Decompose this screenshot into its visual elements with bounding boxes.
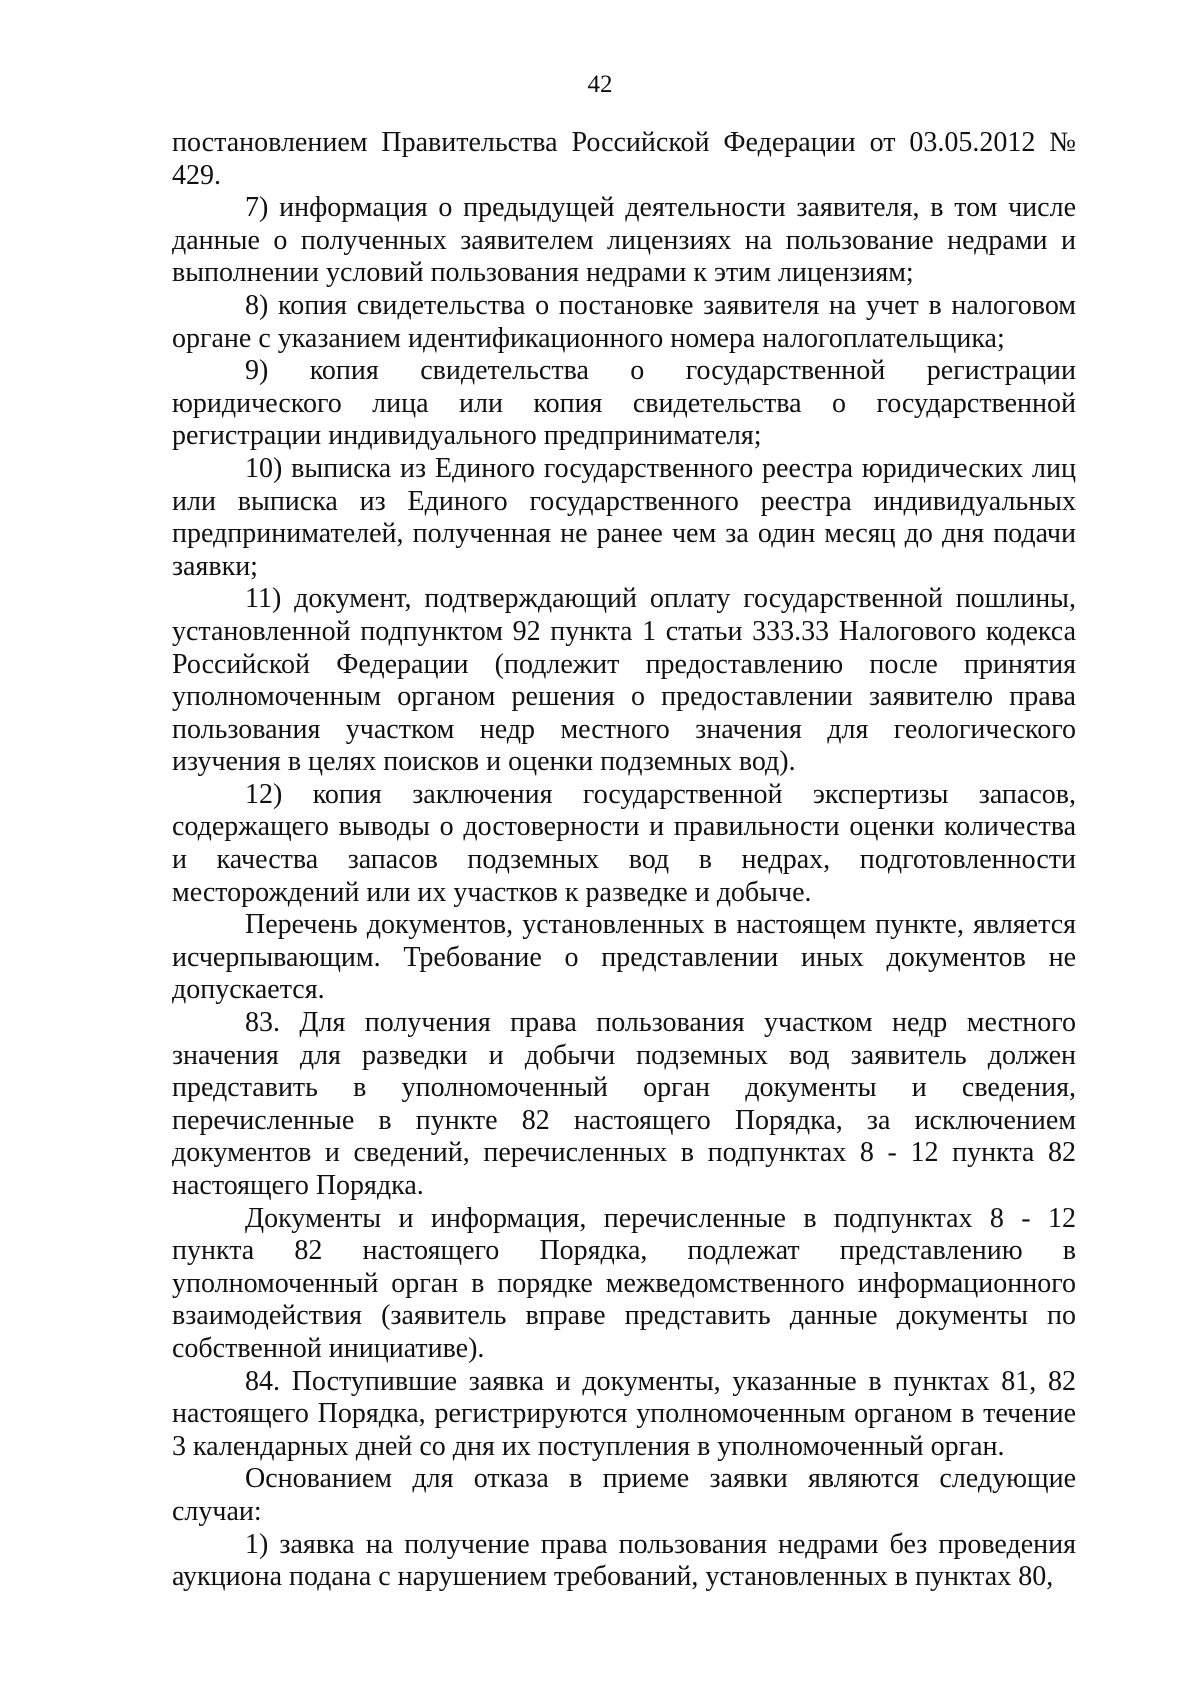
paragraph-refusal-item-1: 1) заявка на получение права пользования недрами без проведения аукциона подана с нарушением требований, установленных в пунктах 80, — [172, 1528, 1076, 1593]
document-body — [172, 127, 1076, 1594]
paragraph-interagency: Документы и информация, перечисленные в подпунктах 8 - 12 пункта 82 настоящего Порядка, подлежат представлению в уполномоченный орган в порядке межведомственного информационного взаимодействия (заявитель вправе представить данные документы по собственной инициативе). — [172, 1202, 1076, 1364]
paragraph-clause-84: 84. Поступившие заявка и документы, указанные в пунктах 81, 82 настоящего Порядка, регистрируются уполномоченным органом в течение 3 календарных дней со дня их поступления в уполномоченный орган. — [172, 1365, 1076, 1462]
paragraph-item-11: 11) документ, подтверждающий оплату государственной пошлины, установленной подпунктом 92 пункта 1 статьи 333.33 Налогового кодекса Российской Федерации (подлежит предоставлению после принятия уполномоченным органом решения о предоставлении заявителю права пользования участком недр местного значения для геологического изучения в целях поисков и оценки подземных вод). — [172, 583, 1076, 778]
paragraph-item-10: 10) выписка из Единого государственного реестра юридических лиц или выписка из Единого государственного реестра индивидуальных предпринимателей, полученная не ранее чем за один месяц до дня подачи заявки; — [172, 452, 1076, 582]
paragraph-item-8: 8) копия свидетельства о постановке заявителя на учет в налоговом органе с указанием идентификационного номера налогоплательщика; — [172, 289, 1076, 354]
paragraph-item-7: 7) информация о предыдущей деятельности заявителя, в том числе данные о полученных заявителем лицензиях на пользование недрами и выполнении условий пользования недрами к этим лицензиям; — [172, 192, 1076, 289]
paragraph-refusal-grounds: Основанием для отказа в приеме заявки являются следующие случаи: — [172, 1463, 1076, 1527]
paragraph-clause-83: 83. Для получения права пользования участком недр местного значения для разведки и добычи подземных вод заявитель должен представить в уполномоченный орган документы и сведения, перечисленные в пункте 82 настоящего Порядка, за исключением документов и сведений, перечисленных в подпунктах 8 - 12 пункта 82 настоящего Порядка. — [172, 1007, 1076, 1201]
page-number: 42 — [587, 71, 613, 98]
paragraph-continuation: постановлением Правительства Российской Федерации от 03.05.2012 № 429. — [172, 127, 1076, 191]
paragraph-item-12: 12) копия заключения государственной экспертизы запасов, содержащего выводы о достоверности и правильности оценки количества и качества запасов подземных вод в недрах, подготовленности месторождений или их участков к разведке и добыче. — [172, 778, 1076, 908]
paragraph-item-9: 9) копия свидетельства о государственной регистрации юридического лица или копия свидетельства о государственной регистрации индивидуального предпринимателя; — [172, 355, 1076, 452]
paragraph-exhaustive-list: Перечень документов, установленных в настоящем пункте, является исчерпывающим. Требование о представлении иных документов не допускается. — [172, 909, 1076, 1006]
